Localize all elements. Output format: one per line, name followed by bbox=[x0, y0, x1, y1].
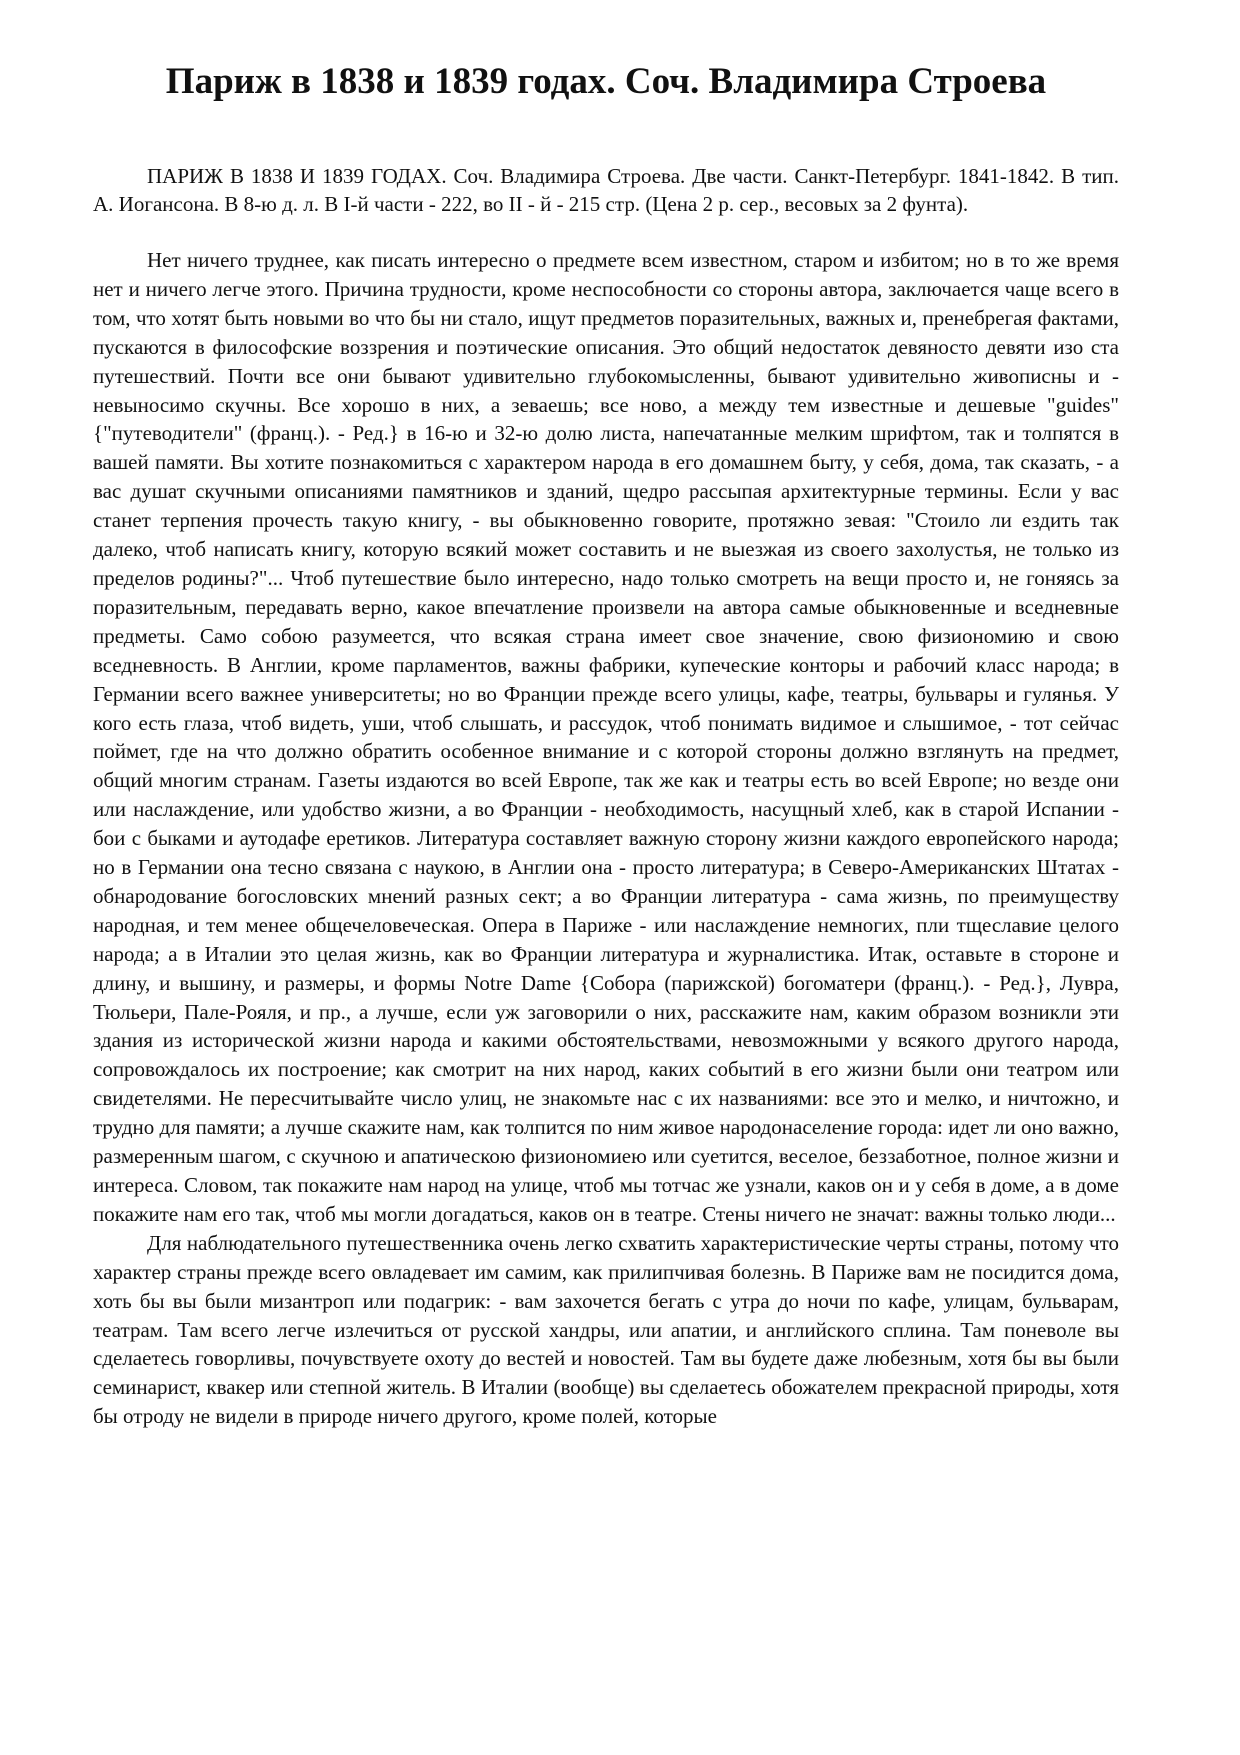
body-text bbox=[93, 246, 1119, 1431]
bibliographic-note: ПАРИЖ В 1838 И 1839 ГОДАХ. Соч. Владимира Строева. Две части. Санкт-Петербург. 1841-1842. В тип. А. Иогансона. В 8-ю д. л. В I-й части - 222, во II - й - 215 стр. (Цена 2 р. сер., весовых за 2 фунта). bbox=[93, 164, 1119, 216]
document-page bbox=[93, 0, 1119, 1755]
paragraph-1: Нет ничего труднее, как писать интересно о предмете всем известном, старом и избитом; но в то же время нет и ничего легче этого. Причина трудности, кроме неспособности со стороны автора, заключается чаще всего в том, что хотят быть новыми во что бы ни стало, ищут предметов поразительных, важных и, пренебрегая фактами, пускаются в философские воззрения и поэтические описания. Это общий недостаток девяносто девяти изо ста путешествий. Почти все они бывают удивительно глубокомысленны, бывают удивительно живописны и - невыносимо скучны. Все хорошо в них, а зеваешь; все ново, а между тем известные и дешевые "guides" {"путеводители" (франц.). - Ред.} в 16-ю и 32-ю долю листа, напечатанные мелким шрифтом, так и толпятся в вашей памяти. Вы хотите познакомиться с характером народа в его домашнем быту, у себя, дома, так сказать, - а вас душат скучными описаниями памятников и зданий, щедро рассыпая архитектурные термины. Если у вас станет терпения прочесть такую книгу, - вы обыкновенно говорите, протяжно зевая: "Стоило ли ездить так далеко, чтоб написать книгу, которую всякий может составить и не выезжая из своего захолустья, не только из пределов родины?"... Чтоб путешествие было интересно, надо только смотреть на вещи просто и, не гоняясь за поразительным, передавать верно, какое впечатление произвели на автора самые обыкновенные и вседневные предметы. Само собою разумеется, что всякая страна имеет свое значение, свою физиономию и свою вседневность. В Англии, кроме парламентов, важны фабрики, купеческие конторы и рабочий класс народа; в Германии всего важнее университеты; но во Франции прежде всего улицы, кафе, театры, бульвары и гулянья. У кого есть глаза, чтоб видеть, уши, чтоб слышать, и рассудок, чтоб понимать видимое и слышимое, - тот сейчас поймет, где на что должно обратить особенное внимание и с которой стороны должно взглянуть на предмет, общий многим странам. Газеты издаются во всей Европе, так же как и театры есть во всей Европе; но везде они или наслаждение, или удобство жизни, а во Франции - необходимость, насущный хлеб, как в старой Испании - бои с быками и аутодафе еретиков. Литература составляет важную сторону жизни каждого европейского народа; но в Германии она тесно связана с наукою, в Англии она - просто литература; в Северо-Американских Штатах - обнародование богословских мнений разных сект; а во Франции литература - сама жизнь, по преимуществу народная, и тем менее общечеловеческая. Опера в Париже - или наслаждение немногих, пли тщеславие целого народа; а в Италии это целая жизнь, как во Франции литература и журналистика. Итак, оставьте в стороне и длину, и вышину, и размеры, и формы Notre Dame {Собора (парижской) богоматери (франц.). - Ред.}, Лувра, Тюльери, Пале-Рояля, и пр., а лучше, если уж заговорили о них, расскажите нам, каким образом возникли эти здания из исторической жизни народа и какими обстоятельствами, невозможными у всякого другого народа, сопровождалось их построение; как смотрит на них народ, каких событий в его жизни были они театром или свидетелями. Не пересчитывайте число улиц, не знакомьте нас с их названиями: все это и мелко, и ничтожно, и трудно для памяти; а лучше скажите нам, как толпится по ним живое народонаселение города: идет ли оно важно, размеренным шагом, с скучною и апатическою физиономиею или суетится, веселое, беззаботное, полное жизни и интереса. Словом, так покажите нам народ на улице, чтоб мы тотчас же узнали, каков он и у себя в доме, а в доме покажите нам его так, чтоб мы могли догадаться, каков он в театре. Стены ничего не значат: важны только люди... bbox=[93, 248, 1119, 1226]
paragraph-2: Для наблюдательного путешественника очень легко схватить характеристические черты страны, потому что характер страны прежде всего овладевает им самим, как прилипчивая болезнь. В Париже вам не посидится дома, хоть бы вы были мизантроп или подагрик: - вам захочется бегать с утра до ночи по кафе, улицам, бульварам, театрам. Там всего легче излечиться от русской хандры, или апатии, и английского сплина. Там поневоле вы сделаетесь говорливы, почувствуете охоту до вестей и новостей. Там вы будете даже любезным, хотя бы вы были семинарист, квакер или степной житель. В Италии (вообще) вы сделаетесь обожателем прекрасной природы, хотя бы отроду не видели в природе ничего другого, кроме полей, которые bbox=[93, 1230, 1119, 1429]
document-title: Париж в 1838 и 1839 годах. Соч. Владимира Строева bbox=[165, 61, 1047, 102]
